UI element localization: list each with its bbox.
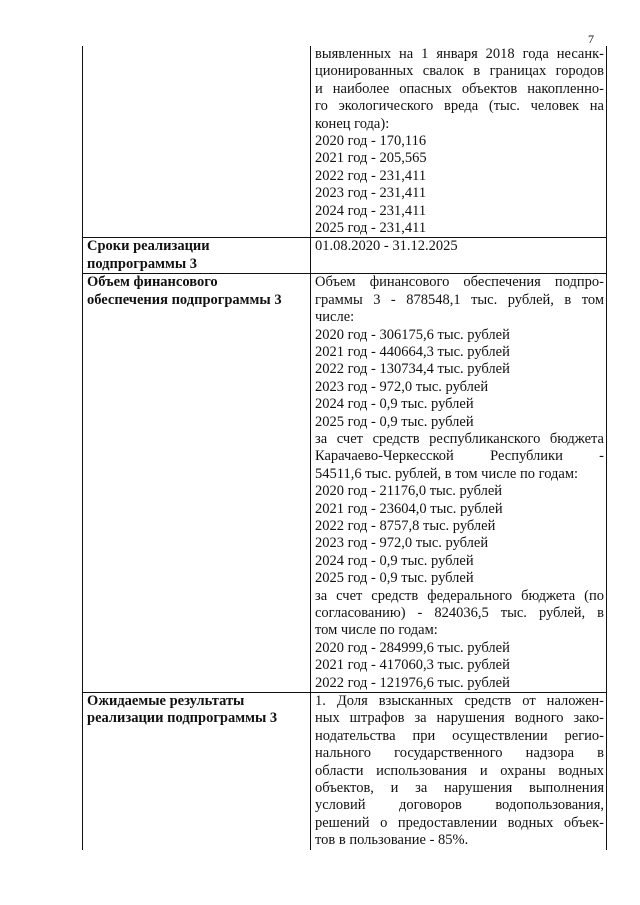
row-value-cell [311, 274, 607, 693]
row-value-line: тов в пользование - 85%. [315, 832, 469, 849]
passport-table [82, 46, 607, 850]
row-value-line: нального государственного надзора в [315, 745, 604, 762]
row-value-line: Объем финансового обеспечения подпро- [315, 274, 604, 291]
row-value-cell [311, 238, 607, 274]
row-value-line: 2024 год - 0,9 тыс. рублей [315, 552, 474, 569]
row-value-line: граммы 3 - 878548,1 тыс. рублей, в том [315, 291, 604, 308]
page-number: 7 [588, 32, 594, 46]
row-value-line: ционированных свалок в границах городов [315, 63, 604, 80]
row-label-cell [83, 693, 311, 850]
row-value-line: 2022 год - 8757,8 тыс. рублей [315, 517, 496, 534]
row-label-cell [83, 46, 311, 238]
row-value-line: 2025 год - 231,411 [315, 220, 427, 237]
row-value-line: 2023 год - 231,411 [315, 185, 427, 202]
row-value-line: Карачаево-Черкесской Республики - [315, 448, 604, 465]
table-row-continuation [83, 46, 607, 238]
row-label-line: реализации подпрограммы 3 [87, 710, 278, 727]
row-value-line: 2021 год - 205,565 [315, 150, 427, 167]
row-label-line: подпрограммы 3 [87, 255, 198, 272]
row-value-line: ных штрафов за нарушения водного зако- [315, 710, 604, 727]
row-value-line: 2021 год - 23604,0 тыс. рублей [315, 500, 503, 517]
row-value-line: нодательства при осуществлении регио- [315, 727, 604, 744]
row-value-line: 2022 год - 121976,6 тыс. рублей [315, 674, 510, 691]
row-label-cell [83, 274, 311, 693]
row-value-line: 2024 год - 231,411 [315, 202, 427, 219]
table-row-timeline [83, 238, 607, 274]
row-value-line: согласованию) - 824036,5 тыс. рублей, в [315, 605, 604, 621]
row-value-line: 2023 год - 972,0 тыс. рублей [315, 378, 489, 395]
row-value-line: объектов, и за нарушения выполнения [315, 780, 604, 797]
row-value-cell [311, 693, 607, 850]
passport-table-body [83, 46, 607, 850]
row-label-cell [83, 238, 311, 274]
row-value-line: 2025 год - 0,9 тыс. рублей [315, 570, 474, 587]
row-value-line: том числе по годам: [315, 622, 438, 639]
row-value-line: конец года): [315, 115, 390, 132]
row-value-line: 2021 год - 417060,3 тыс. рублей [315, 657, 510, 674]
row-value-line: 2020 год - 21176,0 тыс. рублей [315, 483, 503, 500]
row-value-line: 2020 год - 284999,6 тыс. рублей [315, 639, 510, 656]
row-label-line: Сроки реализации [87, 238, 210, 255]
row-label-line: обеспечения подпрограммы 3 [87, 291, 282, 308]
row-value-line: условий договоров водопользования, [315, 797, 604, 814]
row-value-line: 2020 год - 170,116 [315, 133, 427, 150]
row-value-line: за счет средств республиканского бюджета [315, 430, 604, 447]
row-label-line: Ожидаемые результаты [87, 693, 245, 710]
row-value-line: решений о предоставлении водных объек- [315, 814, 604, 831]
row-value-line: выявленных на 1 января 2018 года несанк- [315, 46, 604, 62]
row-value-cell [311, 46, 607, 238]
row-value-line: числе: [315, 309, 355, 326]
table-row-financing [83, 274, 607, 693]
row-value-line: за счет средств федерального бюджета (по [315, 587, 604, 604]
row-value-line: 2021 год - 440664,3 тыс. рублей [315, 343, 510, 360]
row-value-line: 54511,6 тыс. рублей, в том числе по годам: [315, 465, 579, 482]
row-value-line: го экологического вреда (тыс. человек на [315, 98, 604, 115]
row-value-line: 2020 год - 306175,6 тыс. рублей [315, 326, 510, 343]
row-value-line: 01.08.2020 - 31.12.2025 [315, 238, 458, 255]
row-value-line: 2022 год - 231,411 [315, 167, 427, 184]
row-value-line: 2023 год - 972,0 тыс. рублей [315, 535, 489, 552]
row-value-line: 2024 год - 0,9 тыс. рублей [315, 396, 474, 413]
row-value-line: области использования и охраны водных [315, 762, 604, 779]
row-label-line: Объем финансового [87, 274, 218, 291]
table-row-results [83, 693, 607, 850]
row-value-line: 1. Доля взысканных средств от наложен- [315, 693, 604, 710]
row-value-line: 2022 год - 130734,4 тыс. рублей [315, 361, 510, 378]
row-value-line: и наиболее опасных объектов накопленно- [315, 80, 604, 97]
row-value-line: 2025 год - 0,9 тыс. рублей [315, 413, 474, 430]
